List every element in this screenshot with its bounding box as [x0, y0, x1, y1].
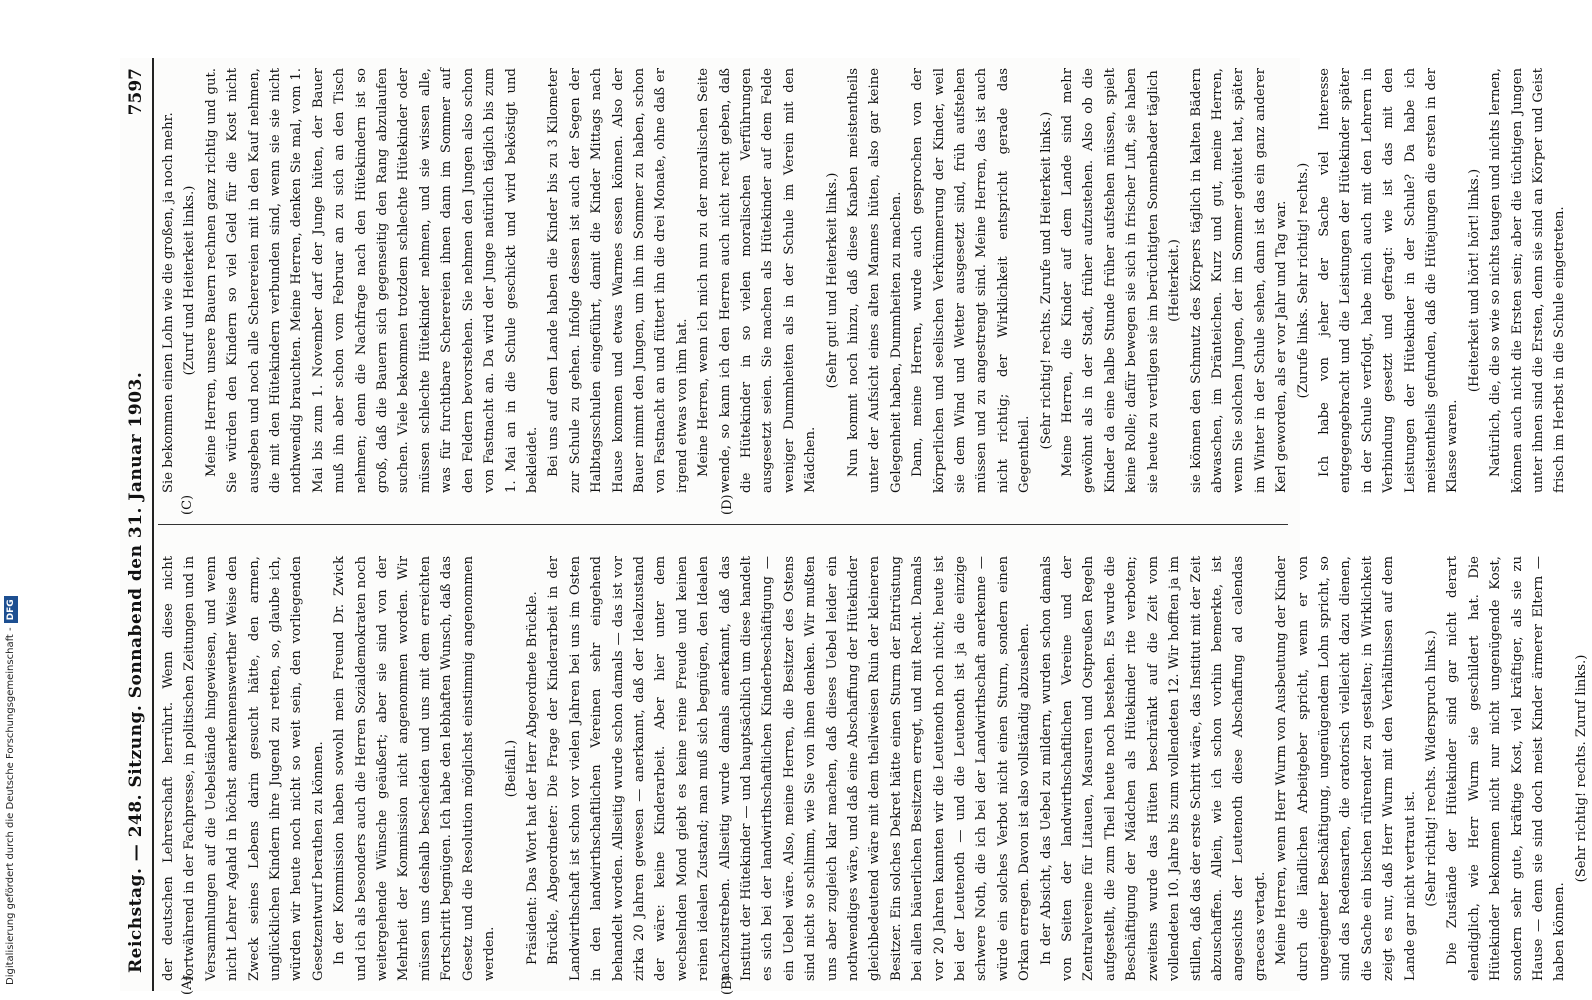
paragraph: In der Absicht, das Uebel zu mildern, wurden schon damals von Seiten der landwirthschaftlichen Vereine und der Zentralvereine für Litauen, Masuren und Ostpreußen Regeln aufgestellt, die zum Theil heute noch bestehen. Es wurde die Beschäftigung der Mädchen als Hütekinder rite verboten; zweitens wurde das Hüten beschränkt auf die Zeit vom vollendeten 10. Jahre bis zum vollendeten 12. Wir hofften ja im stillen, daß das der erste Schritt wäre, das Institut mit der Zeit abzuschaffen. Allein, wie ich schon vorhin bemerkte, ist angesichts der Leutenoth diese Abschaffung ad calendas graecas vertagt. — [1038, 556, 1268, 981]
paragraph: Meine Herren, wenn ich mich nun zu der moralischen Seite wende, so kann ich den Herren auch nicht recht geben, daß die Hütekinder in so vielen moralischen Verführungen ausgesetzt seien. Sie machen als Hütekinder auf dem Felde weniger Dummheiten als in der Schule im Verein mit den Mädchen. — [696, 68, 819, 493]
dfg-logo: DFG — [4, 596, 18, 623]
interjection: (Heiterkeit.) — [1167, 239, 1183, 322]
interjection: (Beifall.) — [503, 739, 519, 798]
page-header — [120, 58, 154, 991]
paragraph: Bei uns auf dem Lande haben die Kinder bis zu 3 Kilometer zur Schule zu gehen. Infolge dessen ist auch der Segen der Halbtagsschulen eingeführt, damit die Kinder Mittags nach Hause kommen und etwas Warmes essen können. Also der Bauer nimmt den Jungen, um ihn im Sommer zu haben, schon von Fastnacht an und füttert ihn die drei Monate, ohne daß er irgend etwas von ihm hat. — [546, 68, 690, 493]
paragraph: Nun kommt noch hinzu, daß diese Knaben meistentheils unter der Aufsicht eines alten Mannes hüten, also gar keine Gelegenheit haben, Dummheiten zu machen. — [846, 68, 904, 493]
page-header-title: Reichstag. — 248. Sitzung. Sonnabend den 31. Januar 1903. — [126, 371, 146, 973]
paragraph: Meine Herren, unsere Bauern rechnen ganz richtig und gut. Sie würden den Kindern so viel Geld für die Kost nicht ausgeben und noch alle Scherereien mit in den Kauf nehmen, die mit den Hütekindern verbunden sind, wenn sie sie nicht nothwendig brauchten. Meine Herren, denken Sie mal, vom 1. Mai bis zum 1. November darf der Junge hüten, der Bauer muß ihn aber schon vom Februar an zu sich an den Tisch nehmen; denn die Nachfrage nach den Hütekindern ist so groß, daß die Bauern sich gegenseitig den Rang abzulaufen suchen. Viele bekommen trotzdem schlechte Hütekinder oder müssen schlechte Hütekinder nehmen, und sie wissen alle, was für furchtbare Scherereien ihnen dann im Sommer auf den Feldern bevorstehen. Sie nehmen den Jungen also schon von Fastnacht an. Da wird der Junge natürlich täglich bis zum 1. Mai an in die Schule geschickt und wird beköstigt und bekleidet. — [203, 68, 540, 493]
paragraph: Brückle, Abgeordneter: Die Frage der Kinderarbeit in der Landwirthschaft ist schon vor vielen Jahren bei uns im Osten in den landwirthschaftlichen Vereinen sehr eingehend behandelt worden. Allseitig wurde schon damals — das ist vor zirka 20 Jahren gewesen — anerkannt, daß der Idealzustand der wäre: keine Kinderarbeit. Aber hier unter dem wechselnden Mond giebt es keine reine Freude und keinen reinen idealen Zustand; man muß sich begnügen, den Idealen nachzustreben. Allseitig wurde damals anerkannt, daß das Institut der Hütekinder — und hauptsächlich um diese handelt es sich bei der landwirthschaftlichen Kinderbeschäftigung — ein Uebel wäre. Also, meine Herren, die Besitzer des Ostens sind nicht so schlimm, wie Sie von ihnen denken. Wir mußten uns aber zugleich klar machen, daß dieses Uebel leider ein nothwendiges wäre, und daß eine Abschaffung der Hütekinder gleichbedeutend wäre mit dem theilweisen Ruin der kleineren Besitzer. Ein solches Dekret hätte einen Sturm der Entrüstung bei allen bäuerlichen Besitzern erregt, und mit Recht. Damals vor 20 Jahren kannten wir die Leutenoth noch nicht; heute ist bei der Leutenoth — und die Leutenoth ist ja die einzige schwere Noth, die ich bei der Landwirthschaft anerkenne — würde ein solches Verbot nicht einen Sturm, sondern einen Orkan erregen. Davon ist also vollständig abzusehen. — [546, 556, 1033, 981]
paragraph: der deutschen Lehrerschaft herrührt. Wenn diese nicht fortwährend in der Fachpresse, in politischen Zeitungen und in Versammlungen auf die Uebelstände hingewiesen, und wenn nicht Lehrer Agahd in höchst anerkennenswerther Weise den Zweck seines Lebens darin gesucht hätte, den armen, unglücklichen Kindern ihre Jugend zu retten, so, glaube ich, würden wir heute noch nicht so weit sein, den vorliegenden Gesetzentwurf berathen zu können. — [161, 556, 326, 981]
paragraph: Sie bekommen einen Lohn wie die großen, ja noch mehr. — [161, 112, 176, 493]
margin-marker-b: (B) — [720, 975, 735, 995]
footer-credit-rotated — [4, 55, 18, 985]
margin-marker-a: (A) — [180, 975, 195, 995]
interjection: (Sehr richtig! rechts. Zurufe und Heiterkeit links.) — [1038, 111, 1054, 450]
paragraph: Die Zustände der Hütekinder sind gar nicht derart elendiglich, wie Herr Wurm sie geschildert hat. Die Hütekinder bekommen nicht nur nicht ungenügende Kost, sondern sehr gute, kräftige Kost, viel kräftiger, als sie zu Hause — denn sie sind doch meist Kinder ärmerer Eltern — haben können. — [1445, 556, 1568, 981]
interjection: (Heiterkeit und hört! hört! links.) — [1466, 168, 1482, 393]
footer-credit-text: Digitalisierung gefördert durch die Deutsche Forschungsgemeinschaft - — [5, 627, 16, 985]
rotated-page-content — [120, 58, 1589, 995]
interjection: (Sehr richtig! rechts. Widerspruch links.) — [1423, 630, 1439, 907]
paragraph: Meine Herren, die Kinder auf dem Lande sind mehr gewöhnt als in der Stadt, früher aufzustehen. Also ob die Kinder da eine halbe Stunde früher aufstehen müssen, spielt keine Rolle; dafür bewegen sie sich in frischer Luft, sie haben sie heute zu vertilgen sie im berüchtigten Sonnenbader täglich — [1060, 68, 1161, 493]
paragraph: Ich habe von jeher der Sache viel Interesse entgegengebracht und die Leistungen der Hütekinder später in der Schule verfolgt, habe mich auch mit den Lehrern in Verbindung gesetzt und gefragt: wie ist das mit den Leistungen der Hütekinder in der Schule? Da habe ich meistentheils gefunden, daß die Hütejungen die ersten in der Klasse waren. — [1316, 68, 1461, 493]
scanned-page — [120, 58, 1589, 995]
margin-marker-d: (D) — [720, 494, 735, 515]
footer-credit — [4, 55, 18, 985]
paragraph: Meine Herren, wenn Herr Wurm von Ausbeutung der Kinder durch die ländlichen Arbeitgeber spricht, wenn er von ungeeigneter Beschäftigung, ungenügendem Lohn spricht, so sind das Redensarten, die oratorisch vielleicht dazu dienen, die Sache ein bischen rührender zu gestalten; in Wirklichkeit zeigt es nur, daß Herr Wurm mit den Verhältnissen auf dem Lande gar nicht vertraut ist. — [1274, 556, 1418, 981]
paragraph: In der Kommission haben sowohl mein Freund Dr. Zwick und ich als besonders auch die Herren Sozialdemokraten noch weitergehende Wünsche geäußert; aber sie sind von der Mehrheit der Kommission nicht angenommen worden. Wir müssen uns deshalb bescheiden und uns mit dem erreichten Fortschritt begnügen. Ich habe den lebhaften Wunsch, daß das Gesetz und die Resolution möglichst einstimmig angenommen werden. — [332, 556, 498, 981]
interjection: (Sehr richtig! rechts. Zuruf links.) — [1573, 654, 1589, 883]
column-divider — [158, 524, 1288, 525]
left-column — [158, 556, 1589, 981]
paragraph: Dann, meine Herren, wurde auch gesprochen von der körperlichen und seelischen Verkümmerung der Kinder, weil sie dem Wind und Wetter ausgesetzt sind, früh aufstehen müssen und zu angestrengt sind. Meine Herren, das ist auch nicht richtig; der Wirklichkeit entspricht gerade das Gegentheil. — [910, 68, 1033, 493]
paragraph: sie können den Schmutz des Körpers täglich in kalten Bädern abwaschen, im Dränteichen. Kurz und gut, meine Herren, wenn Sie solchen Jungen, der im Sommer gehütet hat, später im Winter in der Schule sehen, dann ist das ein ganz anderer Kerl geworden, als er vor Jahr und Tag war. — [1188, 68, 1290, 493]
margin-marker-c: (C) — [180, 494, 195, 515]
page-number: 7597 — [126, 68, 146, 116]
interjection: (Sehr gut! und Heiterkeit links.) — [824, 172, 840, 389]
paragraph: Natürlich, die, die so wie so nichts taugen und nichts lernen, können auch nicht die Ersten sein; aber die tüchtigen Jungen unter ihnen sind die Ersten, denn sie sind an Körper und Geist frisch im Herbst in die Schule eingetreten. — [1488, 68, 1568, 493]
interjection: (Zurufe links. Sehr richtig! rechts.) — [1295, 162, 1311, 399]
interjection: (Zuruf und Heiterkeit links.) — [182, 185, 198, 376]
speaker-line: Präsident: Das Wort hat der Herr Abgeordnete Brückle. — [524, 591, 540, 965]
right-column — [158, 68, 1568, 493]
